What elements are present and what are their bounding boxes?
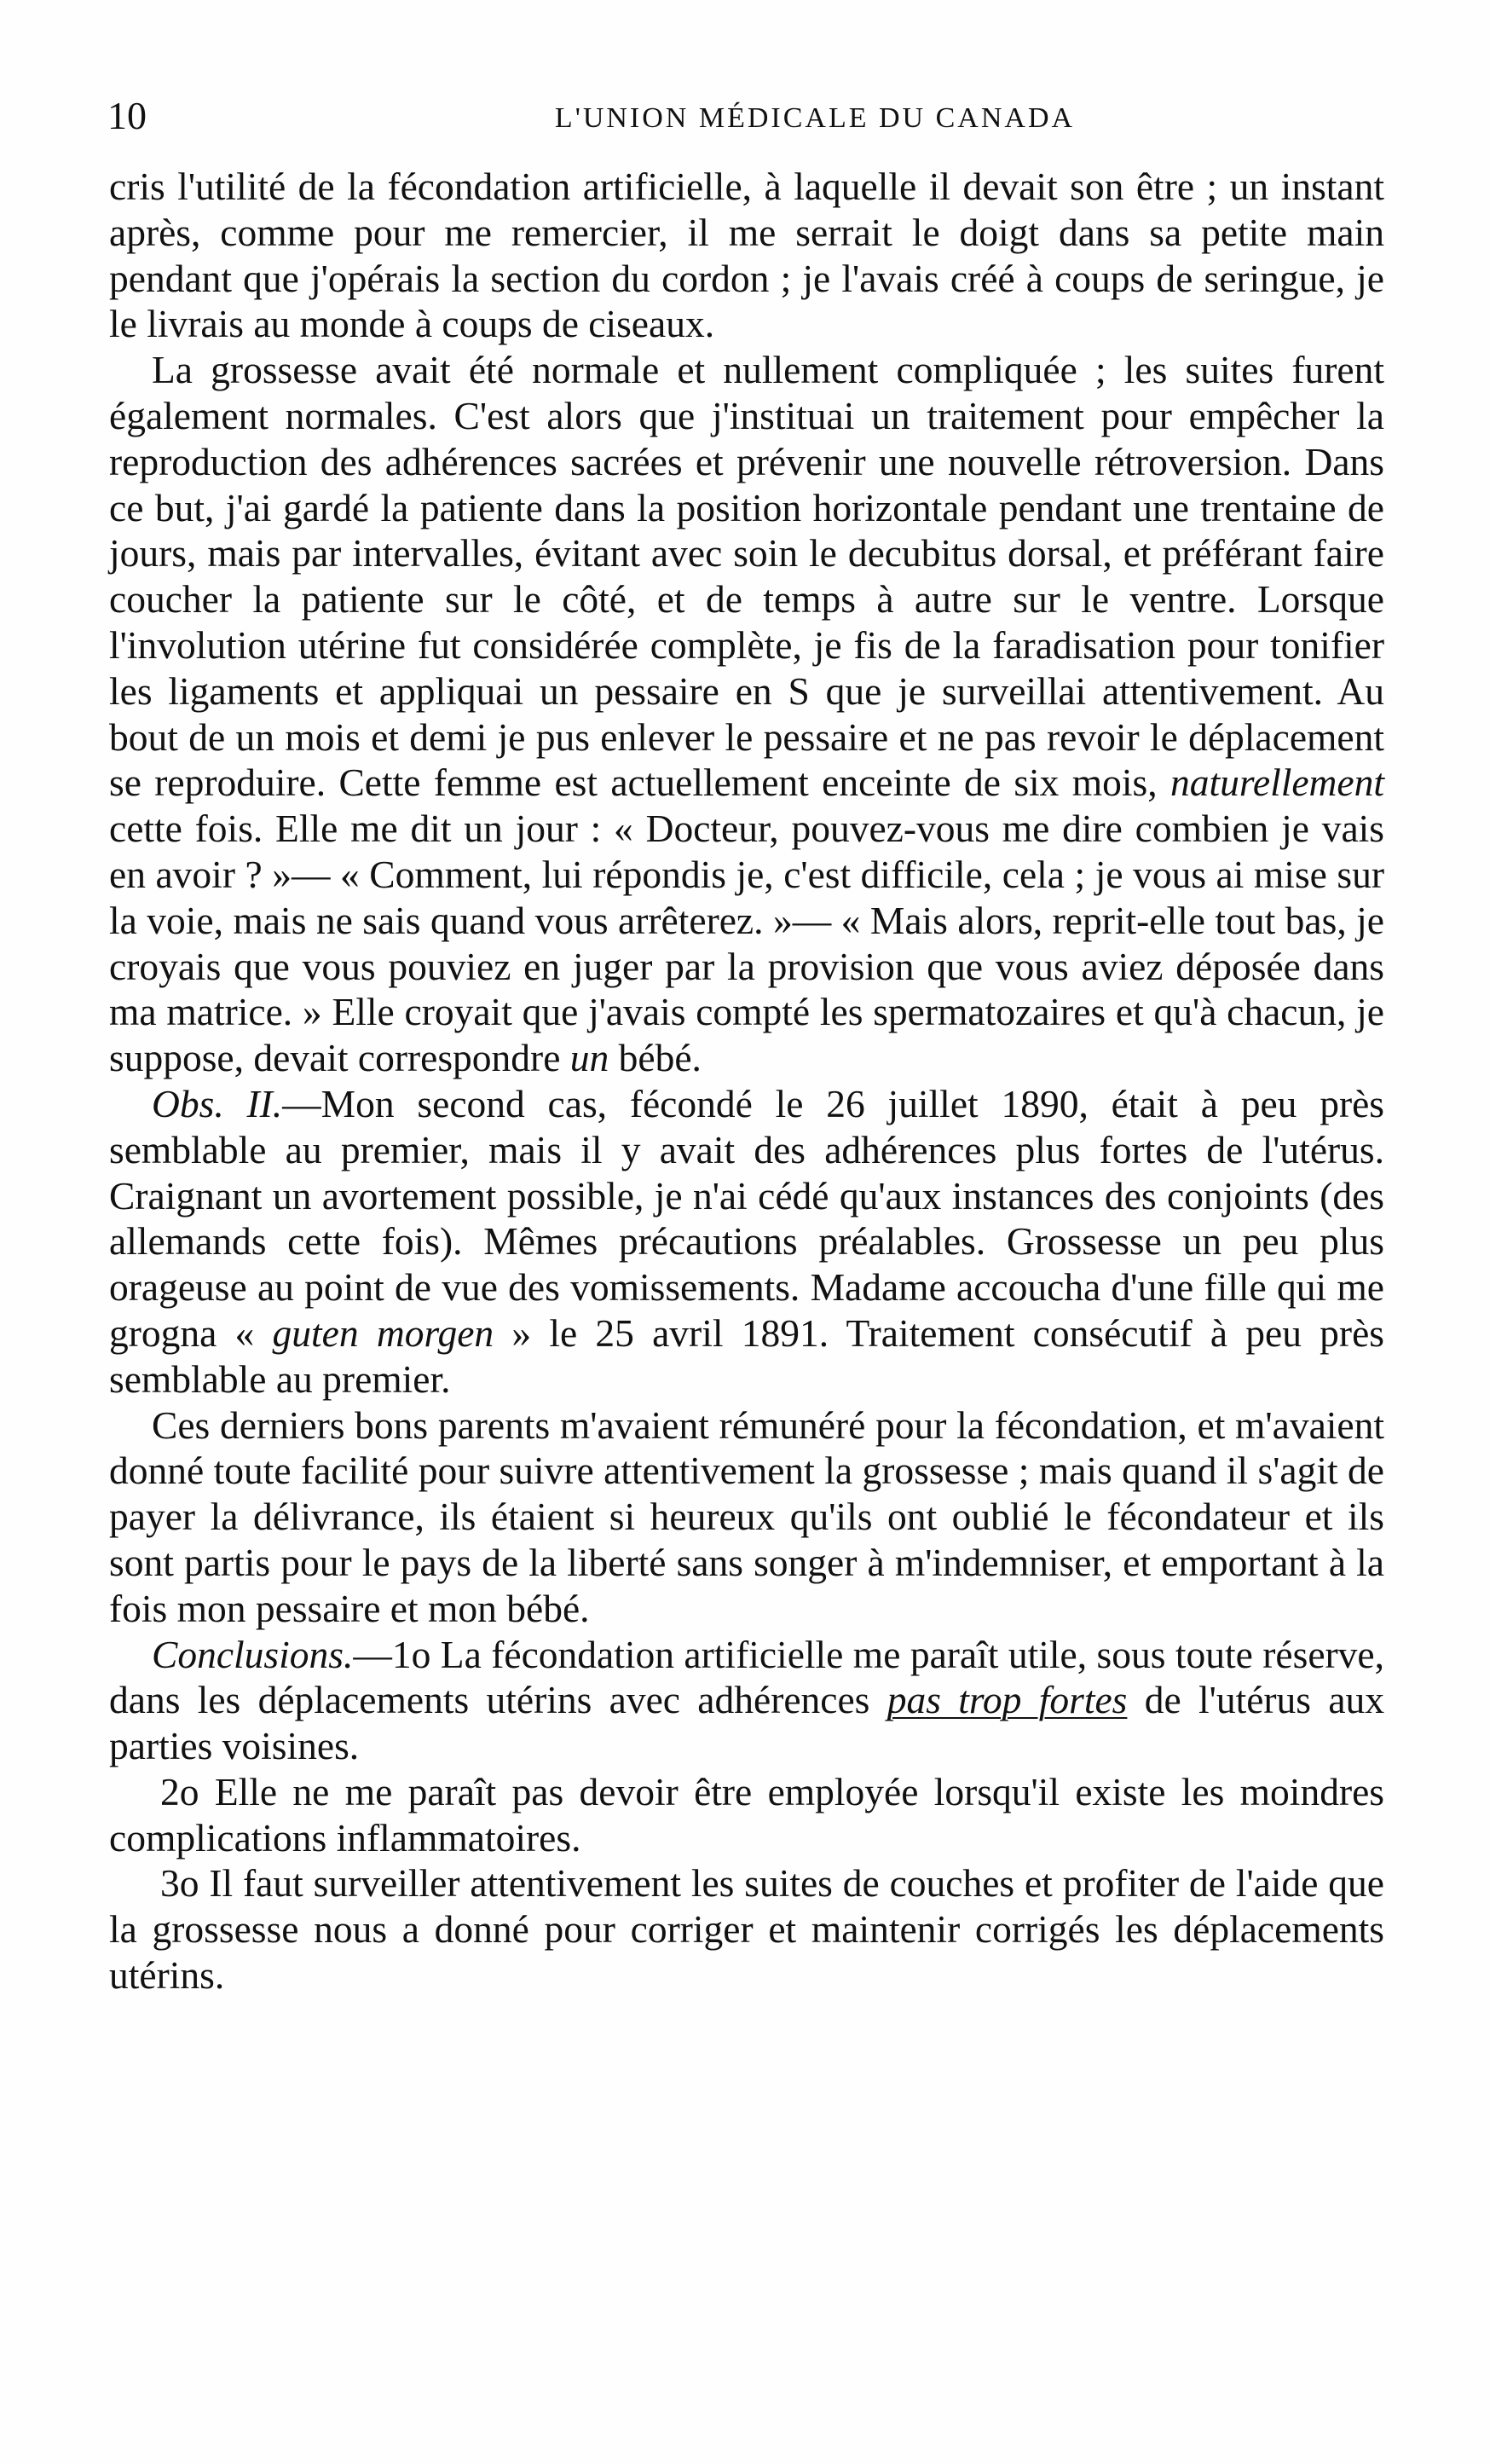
paragraph-treatment [109,347,1384,1081]
paragraph-text: La grossesse avait été normale et nullement compliquée ; les suites furent également normales. C'est alors que j'instituai un traitement pour empêcher la reproduction des adhérences sacrées et prévenir une nouvelle rétroversion. Dans ce but, j'ai gardé la patiente dans la position horizontale pendant une trentaine de jours, mais par intervalles, évitant avec soin le decubitus dorsal, et préférant faire coucher la patiente sur le côté, et de temps à autre sur le ventre. Lorsque l'involution utérine fut considérée complète, je fis de la faradisation pour tonifier les ligaments et appliquai un pessaire en S que je surveillai attentivement. Au bout de un mois et demi je pus enlever le pessaire et ne pas revoir le déplacement se reproduire. Cette femme est actuellement enceinte de six mois, [109,348,1384,805]
conclusion-2 [109,1769,1384,1861]
emphasis-un: un [569,1036,609,1080]
page-number: 10 [107,94,147,137]
paragraph-text: Ces derniers bons parents m'avaient rémunéré pour la fécondation, et m'avaient donné toute facilité pour suivre attentivement la grossesse ; mais quand il s'agit de payer la délivrance, ils étaient si heureux qu'ils ont oublié le fécondateur et ils sont partis pour le pays de la liberté sans songer à m'indemniser, et emportant à la fois mon pessaire et mon bébé. [109,1403,1384,1630]
paragraph-text: cris l'utilité de la fécondation artificielle, à laquelle il devait son être ; un instant après, comme pour me remercier, il me serrait le doigt dans sa petite main pendant que j'opérais la section du cordon ; je l'avais créé à coups de seringue, je le livrais au monde à coups de ciseaux. [109,165,1384,346]
conclusion-3 [109,1860,1384,1998]
emphasis-pas-trop-fortes: pas trop fortes [886,1678,1128,1722]
paragraph-text: de l'utérus aux parties voisines. [109,1678,1385,1768]
emphasis-guten-morgen: guten morgen [272,1310,494,1355]
paragraph-text: » le 25 avril 1891. Traitement consécutif à peu près semblable au premier. [109,1310,1384,1401]
paragraph-text: —Mon second cas, fécondé le 26 juillet 1890, était à peu près semblable au premier, mais il y avait des adhérences plus fortes de l'utérus. Craignant un avortement possible, je n'ai cédé qu'aux instances des conjoints (des allemands cette fois). Mêmes précautions préalables. Grossesse un peu plus orageuse au point de vue des vomissements. Madame accoucha d'une fille qui me grogna « [109,1081,1384,1355]
paragraph-observation-2 [109,1081,1384,1403]
paragraph-continued [109,164,1384,347]
paragraph-text: —1o La fécondation artificielle me paraît utile, sous toute réserve, dans les déplacements utérins avec adhérences [109,1632,1384,1722]
paragraph-text: cette fois. Elle me dit un jour : « Docteur, pouvez-vous me dire combien je vais en avoir ? »— « Comment, lui répondis je, c'est difficile, cela ; je vous ai mise sur la voie, mais ne sais quand vous arrêterez. »— « Mais alors, reprit-elle tout bas, je croyais que vous pouviez en juger par la provision que vous aviez déposée dans ma matrice. » Elle croyait que j'avais compté les spermatozaires et qu'à chacun, je suppose, devait correspondre [109,807,1384,1080]
running-head: L'UNION MÉDICALE DU CANADA [554,102,1076,134]
paragraph-conclusions [109,1632,1384,1769]
conclusions-label: Conclusions. [152,1632,354,1676]
emphasis-naturellement: naturellement [1169,761,1384,805]
paragraph-text: 2o Elle ne me paraît pas devoir être employée lorsqu'il existe les moindres complications inflammatoires. [109,1769,1384,1860]
paragraph-text: bébé. [618,1036,702,1080]
obs-label: Obs. II. [152,1081,283,1125]
paragraph-text: 3o Il faut surveiller attentivement les suites de couches et profiter de l'aide que la grossesse nous a donné pour corriger et maintenir corrigés les déplacements utérins. [109,1861,1384,1998]
page-header [107,92,1386,140]
paragraph-payment [109,1403,1384,1632]
article-body [109,164,1384,1998]
